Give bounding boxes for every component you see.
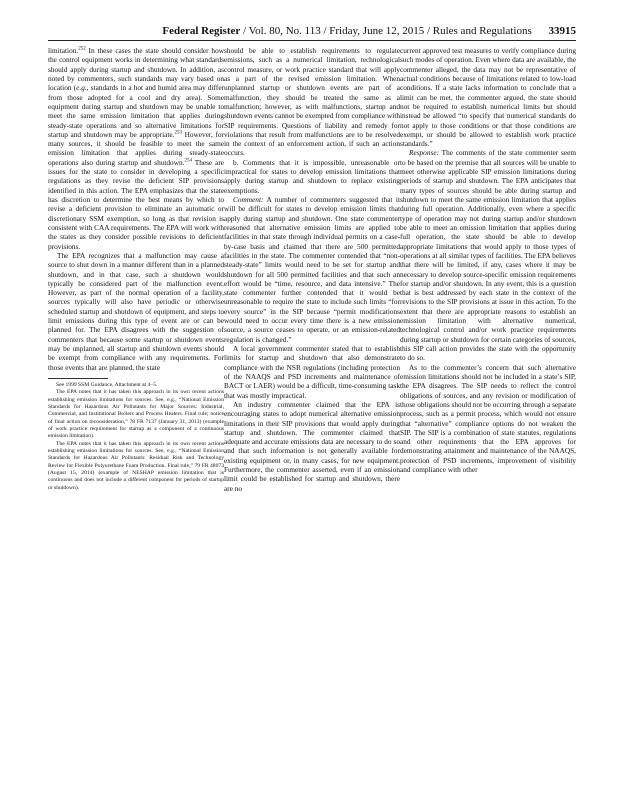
col2-paragraph-2: b. Comments that it is impossible, unreasonable or impractical for states to develop emission limitations that apply during startup and shutdown to replace existing exemptions. (224, 157, 400, 195)
col2-paragraph-1: should be able to establish requirements to regulate emissions, such as a numerical limitation, technological control measure, or work practice standard that will apply as a part of the revised emission limitation. When unplanned startup or shutdown events are part of a malfunction, they should be treated the same as a malfunction; however, as with malfunctions, startup and shutdown events cannot be exempted from compliance with SIP requirements. Questions of liability and remedy for violations that result from malfunctions are to be resolved in the context of an enforcement action, if such an action occurs. (224, 46, 400, 158)
comment-label: Comment: (233, 195, 264, 204)
column-3 (400, 46, 576, 474)
col2-paragraph-3: Comment: A number of commenters suggested that it will be difficult for states to develop emission limits that apply during startup and shutdown. One state commenter reasoned that alternative emission limits are applied to facilities in that state through individual permits on a case-by-case basis and claimed that there are 500 permitted facilities in the state. The commenter contended that “non-steady-state” limits would need to be set for startup and shutdown for all 500 permitted facilities and that such an effort would be “time, resource, and data intensive.” The state commenter further contended that it would be unreasonable to require the state to include such limits “for every source” in the SIP because “permit modifications would need to occur every time there is a new emission source, a source ceases to operate, or an emission-related regulation is changed.” (224, 195, 400, 344)
column-2 (224, 46, 400, 493)
col3-paragraph-1: current approved test measures to verify compliance during such modes of operation. Even where data are available, the commenter alleged, the data may not be representative of actual conditions because of limitations related to low-load conditions. If a state lacks information to conclude that a limit can be met, the commenter argued, the state should not be required to establish numerical limits but should instead be allowed “to specify that numerical standards do not apply to those conditions or that those conditions are exempt, or should be allowed to establish work practice standards.” (400, 46, 576, 149)
footnote-253: The EPA notes that it has taken this approach in its own recent actions establishing emission limitations for sources. See, e.g., “National Emission Standards for Hazardous Air Pollutants for Major Sources: Industrial, Commercial, and Institutional Boilers and Process Heaters. Final rule; notice of final action on reconsideration,” 78 FR 7137 (January 31, 2013) (example of work practice requirement for startup as a component of a continuous emission limitation). (48, 389, 224, 440)
col2-paragraph-5: An industry commenter claimed that the EPA is encouraging states to adopt numerical alternative emission limitations in their SIP provisions that would apply during startup and shutdown. The commenter claimed that adequate and accurate emissions data are necessary to do so and that such information is not generally available for existing equipment or, in many cases, for new equipment. Furthermore, the commenter asserted, even if an emission limit could be established for startup and shutdown, there are no (224, 399, 400, 493)
col1-paragraph-1: limitation.$^{252}$ In these cases the state should consider how the control equipment works in determining what standards should apply during startup and shutdown. In addition, as noted by commenters, such standards may vary based on location (e.g., standards in a hot and humid area may differ from those adopted for a cool and dry area). Some equipment during startup and shutdown may be unable to meet the same emission limitation that applies during steady-state operations and so alternative limitations for startup and shutdown may be appropriate.$^{253}$ However, for many sources, it should be feasible to meet the same emission limitation that applies during steady-state operations also during startup and shutdown.$^{254}$ These are issues for the state to consider in developing a specific regulations as they revise the deficient SIP provisions identified in this action. The EPA emphasizes that the state has discretion to determine the best means by which to revise a deficient provision to eliminate an automatic or discretionary SSM exemption, so long as that revision is consistent with CAA requirements. The EPA will work with the states as they consider possible revisions to deficient provisions. (48, 46, 225, 251)
page-number: 33915 (548, 25, 576, 37)
journal-title: Federal Register (162, 25, 241, 37)
footnote-separator (48, 378, 108, 379)
col3-paragraph-2: Response: The comments of the state commenter seem to be based on the premise that all sources will be unable to meet otherwise applicable SIP emission limitations during periods of startup and shutdown. The EPA anticipates that many types of sources should be able during startup and shutdown to meet the same emission limitation that applies during full operation. Additionally, even where a specific type of operation may not during startup and/or shutdown be able to meet an emission limitation that applies during full operation, the state should be able to develop appropriate limitations that would apply to those types of operations at all similar types of facilities. The EPA believes that there will be limited, if any, cases where it may be necessary to develop source-specific emission requirements for startup and/or shutdown. In any event, this is a question that is best addressed by each state in the context of the revisions to the SIP provisions at issue in this action. To the extent that there are appropriate reasons to establish an emission limitation with alternative numerical, technological control and/or work practice requirements during startup or shutdown for certain categories of sources, this SIP call action provides the state with the opportunity to do so. (400, 148, 576, 363)
response-label: Response: (409, 148, 439, 158)
header-rule (48, 40, 576, 41)
col2-paragraph-4: A local government commenter stated that to establish limits for startup and shutdown that also demonstrate compliance with the NSR regulations (including protection of the NAAQS and PSD increments and maintenance of BACT or LAER) would be a difficult, time-consuming task that was mostly impractical. (224, 344, 400, 400)
page-header (48, 24, 576, 38)
footnote-ref-254: 254 (184, 158, 192, 164)
footnotes (48, 382, 224, 492)
issue-info: / Vol. 80, No. 113 / Friday, June 12, 2015 / Rules and Regulations (243, 25, 532, 37)
col1-paragraph-2: The EPA recognizes that a malfunction may cause a source to shut down in a manner different than in a planned shutdown, and in that case, such a shutdown would typically be considered part of the malfunction event. However, as part of the normal operation of a facility, sources typically will also have periodic or otherwise scheduled startup and shutdown of equipment, and steps to limit emissions during this type of event are or can be planned for. The EPA disagrees with the suggestion of commenters that because some startup or shutdown events may be unplanned, all startup and shutdown events should be exempt from compliance with any requirements. For those events that are planned, the state (48, 250, 224, 372)
footnote-ref-252: 252 (78, 46, 86, 52)
footnote-ref-253: 253 (174, 130, 182, 136)
footnote-254: The EPA notes that it has taken this approach in its own recent actions establishing emission limitations for sources. See, e.g., “National Emission Standards for Hazardous Air Pollutants: Residual Risk and Technology Review for Flexible Polyurethane Foam Production. Final rule,” 79 FR 48073 (August 15, 2014) (example of NESHAP emission limitation that is continuous and does not include a different component for periods of startup or shutdown). (48, 440, 224, 491)
column-1 (48, 46, 224, 492)
footnote-252: See 1999 SSM Guidance, Attachment at 4–5. (56, 381, 158, 388)
col3-paragraph-3: As to the commenter’s concern that such alternative emission limitations should not be included in a state’s SIP, the EPA disagrees. The SIP needs to reflect the control obligations of sources, and any revision or modification of those obligations should not be occurring through a separate process, such as a permit process, which would not ensure that “alternative” compliance options do not weaken the SIP. The SIP is a combination of state statutes, regulations and other requirements that the EPA approves for demonstrating attainment and maintenance of the NAAQS, protection of PSD increments, improvement of visibility and compliance with other (400, 362, 576, 475)
